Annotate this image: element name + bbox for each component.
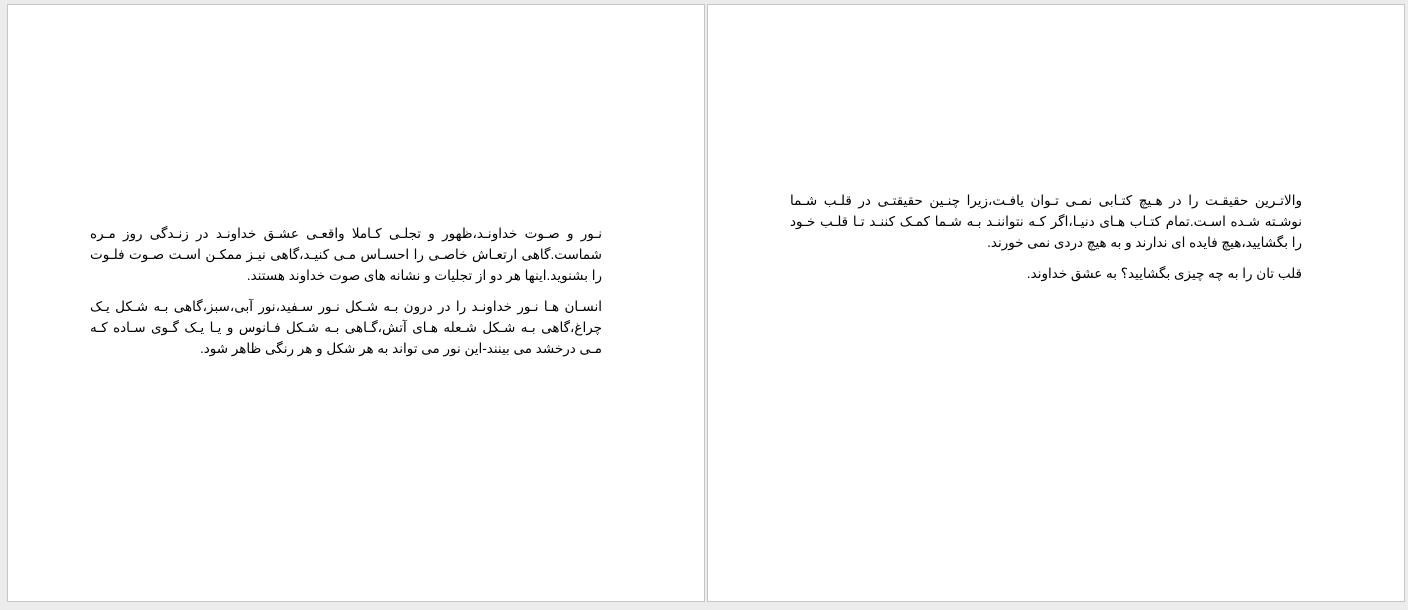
paragraph: نـور و صـوت خداونـد،ظهور و تجلـی کـاملا واقعـی عشـق خداونـد در زنـدگی روز مـره شماست.گاهی ارتعـاش خاصـی را احسـاس مـی کنیـد،گاهی نیـز ممکـن اسـت صـوت فلـوت را بشنوید.اینها هر دو از تجلیات و نشانه های صوت خداوند هستند. (90, 226, 602, 283)
paragraph: انسـان هـا نـور خداونـد را در درون بـه شـکل نـور سـفید،نور آبی،سبز،گاهی بـه شـکل یـک چراغ،گاهی بـه شـکل شـعله هـای آتش،گـاهی بـه شـکل فـانوس و یـا یـک گـوی سـاده کـه مـی درخشد می بینند-این نور می تواند به هر شکل و هر رنگی ظاهر شود. (90, 299, 602, 356)
document-page-right (707, 4, 1405, 602)
paragraph: والاتـرین حقیقـت را در هـیچ کتـابی نمـی تـوان یافـت،زیرا چنـین حقیقتـی در قلـب شـما نوشـته شـده اسـت.تمام کتـاب هـای دنیـا،اگر کـه نتواننـد بـه شـما کمـک کننـد تـا قلـب خـود را بگشایید،هیچ فایده ای ندارند و به هیچ دردی نمی خورند. (790, 193, 1302, 250)
paragraph: قلب تان را به چه چیزی بگشایید؟ به عشق خداوند. (1026, 266, 1302, 281)
page-text-block (790, 190, 1302, 294)
page-text-block (90, 223, 602, 369)
document-page-left (7, 4, 705, 602)
